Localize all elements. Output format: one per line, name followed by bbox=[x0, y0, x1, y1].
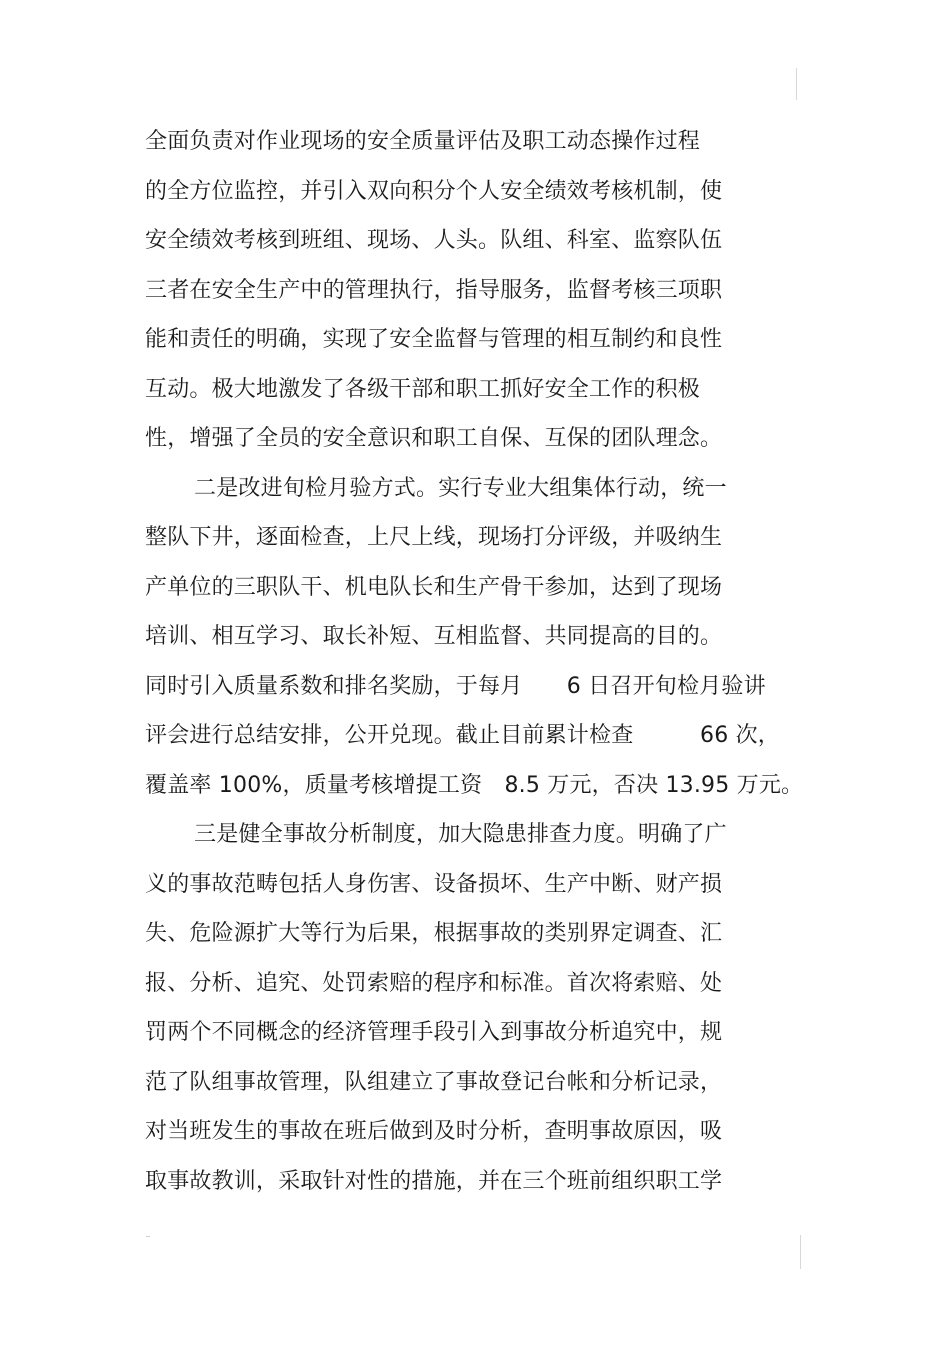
text-line: 互动。极大地激发了各级干部和职工抓好安全工作的积极 bbox=[145, 376, 701, 402]
text-line: 报、分析、追究、处罚索赔的程序和标准。首次将索赔、处 bbox=[145, 970, 723, 996]
text-line: 范了队组事故管理，队组建立了事故登记台帐和分析记录， bbox=[145, 1069, 723, 1095]
scan-speck bbox=[146, 1236, 150, 1237]
text-line: 对当班发生的事故在班后做到及时分析，查明事故原因，吸 bbox=[145, 1119, 723, 1144]
text-line: 产单位的三职队干、机电队长和生产骨干参加，达到了现场 bbox=[145, 574, 723, 600]
text-line: 全面负责对作业现场的安全质量评估及职工动态操作过程 bbox=[145, 129, 701, 154]
text-line: 整队下井，逐面检查，上尺上线，现场打分评级，并吸纳生 bbox=[145, 525, 723, 550]
text-line: 取事故教训，采取针对性的措施，并在三个班前组织职工学 bbox=[145, 1168, 723, 1194]
page-edge-mark-bottom bbox=[800, 1235, 801, 1269]
text-line: 评会进行总结安排，公开兑现。截止目前累计检查 66 次， bbox=[145, 723, 780, 748]
text-line: 培训、相互学习、取长补短、互相监督、共同提高的目的。 bbox=[145, 624, 723, 649]
text-line: 能和责任的明确，实现了安全监督与管理的相互制约和良性 bbox=[145, 327, 723, 352]
text-line: 三者在安全生产中的管理执行，指导服务，监督考核三项职 bbox=[145, 277, 723, 303]
text-line: 罚两个不同概念的经济管理手段引入到事故分析追究中，规 bbox=[145, 1020, 723, 1045]
text-line: 同时引入质量系数和排名奖励，于每月 6 日召开旬检月验讲 bbox=[145, 673, 766, 699]
paragraph-start-line: 三是健全事故分析制度，加大隐患排查力度。明确了广 bbox=[194, 822, 727, 847]
document-body bbox=[145, 120, 825, 1209]
text-line: 的全方位监控，并引入双向积分个人安全绩效考核机制，使 bbox=[145, 178, 723, 204]
page-edge-mark-top bbox=[796, 68, 797, 100]
text-line: 安全绩效考核到班组、现场、人头。队组、科室、监察队伍 bbox=[145, 228, 723, 253]
text-line: 义的事故范畴包括人身伤害、设备损坏、生产中断、财产损 bbox=[145, 871, 723, 897]
text-line: 失、危险源扩大等行为后果，根据事故的类别界定调查、汇 bbox=[145, 921, 723, 946]
text-line: 性，增强了全员的安全意识和职工自保、互保的团队理念。 bbox=[145, 426, 723, 451]
text-line: 覆盖率 100%，质量考核增提工资 8.5 万元，否决 13.95 万元。 bbox=[145, 772, 804, 798]
paragraph-start-line: 二是改进旬检月验方式。实行专业大组集体行动，统一 bbox=[194, 475, 727, 501]
